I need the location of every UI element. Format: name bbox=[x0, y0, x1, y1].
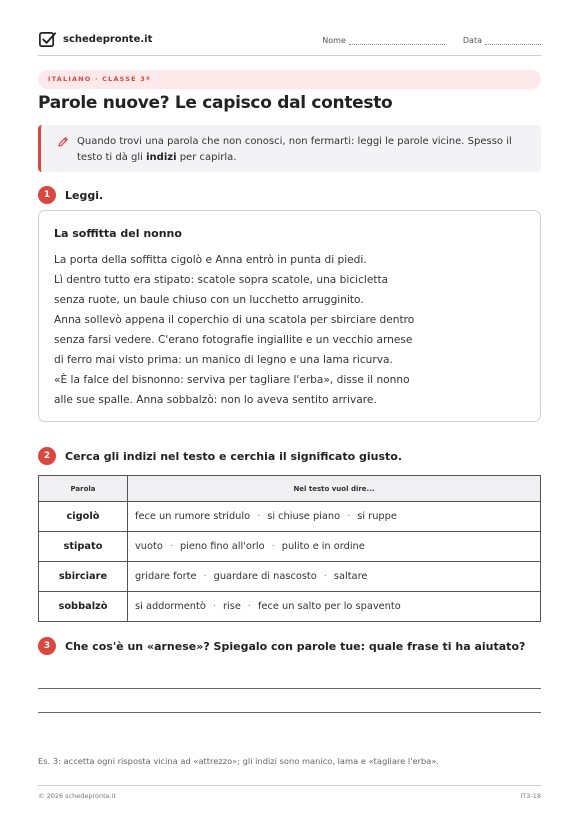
checkbox-logo-icon bbox=[38, 30, 57, 49]
option[interactable]: si addormentò bbox=[135, 601, 206, 612]
reading-line: Anna sollevò appena il coperchio di una scatola per sbirciare dentro bbox=[54, 314, 415, 326]
vocabulary-table bbox=[38, 475, 541, 622]
subject-tag-text: ITALIANO · CLASSE 3ª bbox=[48, 75, 151, 83]
table-header-row bbox=[39, 476, 541, 502]
separator: · bbox=[169, 541, 173, 552]
question-number: 2 bbox=[38, 447, 56, 465]
copyright: © 2026 schedepronte.it bbox=[38, 792, 117, 800]
tip-box bbox=[38, 125, 541, 172]
separator: · bbox=[203, 571, 207, 582]
separator: · bbox=[323, 571, 327, 582]
options-cell bbox=[128, 562, 541, 592]
options-cell bbox=[128, 502, 541, 532]
question-text: Cerca gli indizi nel testo e cerchia il significato giusto. bbox=[65, 449, 403, 463]
reading-title: La soffitta del nonno bbox=[54, 227, 182, 240]
question-text: Leggi. bbox=[65, 188, 104, 202]
reading-line: alle sue spalle. Anna sobbalzò: non lo aveva sentito arrivare. bbox=[54, 394, 377, 406]
options-cell bbox=[128, 532, 541, 562]
option[interactable]: fece un salto per lo spavento bbox=[258, 601, 401, 612]
sheet-code: IT3-18 bbox=[520, 792, 541, 800]
brand-logo bbox=[38, 30, 152, 49]
option[interactable]: rise bbox=[222, 601, 241, 612]
question-1 bbox=[38, 186, 103, 204]
question-2 bbox=[38, 447, 402, 465]
option[interactable]: pieno fino all'orlo bbox=[179, 541, 265, 552]
reading-line: senza farsi vedere. C'erano fotografie ingiallite e un vecchio arnese bbox=[54, 334, 413, 346]
table-row bbox=[39, 502, 541, 532]
page-title: Parole nuove? Le capisco dal contesto bbox=[38, 93, 393, 113]
answer-line[interactable] bbox=[38, 712, 541, 713]
reading-text bbox=[54, 250, 414, 410]
option[interactable]: fece un rumore stridulo bbox=[135, 511, 251, 522]
option[interactable]: si chiuse piano bbox=[267, 511, 341, 522]
date-line[interactable] bbox=[485, 37, 541, 45]
option[interactable]: saltare bbox=[333, 571, 368, 582]
student-fields bbox=[322, 36, 541, 45]
name-field[interactable] bbox=[322, 36, 445, 45]
word-cell: sbirciare bbox=[39, 562, 128, 592]
subject-tag bbox=[38, 70, 541, 89]
date-field[interactable] bbox=[463, 36, 541, 45]
reading-line: Lì dentro tutto era stipato: scatole sopra scatole, una bicicletta bbox=[54, 274, 389, 286]
tip-bold: indizi bbox=[146, 152, 177, 163]
reading-line: La porta della soffitta cigolò e Anna entrò in punta di piedi. bbox=[54, 254, 367, 266]
separator: · bbox=[271, 541, 275, 552]
separator: · bbox=[347, 511, 351, 522]
tip-text: Quando trovi una parola che non conosci, non fermarti: leggi le parole vicine. Spesso il testo ti dà gli indizi per capirla. bbox=[77, 136, 512, 163]
reading-line: «È la falce del bisnonno: serviva per tagliare l'erba», disse il nonno bbox=[54, 374, 410, 386]
pencil-icon bbox=[57, 136, 69, 148]
reading-line: di ferro mai visto prima: un manico di legno e una lama ricurva. bbox=[54, 354, 393, 366]
name-line[interactable] bbox=[349, 37, 445, 45]
option[interactable]: si ruppe bbox=[357, 511, 397, 522]
table-row bbox=[39, 532, 541, 562]
question-number: 3 bbox=[38, 637, 56, 655]
question-text: Che cos'è un «arnese»? Spiegalo con parole tue: quale frase ti ha aiutato? bbox=[65, 639, 526, 653]
word-cell: cigolò bbox=[39, 502, 128, 532]
question-3 bbox=[38, 637, 525, 655]
page-header bbox=[38, 28, 541, 56]
reading-box bbox=[38, 210, 541, 422]
name-label: Nome bbox=[322, 36, 346, 45]
reading-line: senza ruote, un baule chiuso con un lucchetto arrugginito. bbox=[54, 294, 364, 306]
option[interactable]: vuoto bbox=[135, 541, 163, 552]
option[interactable]: pulito e in ordine bbox=[281, 541, 365, 552]
table-row bbox=[39, 562, 541, 592]
separator: · bbox=[247, 601, 251, 612]
option[interactable]: gridare forte bbox=[135, 571, 197, 582]
column-header-meaning: Nel testo vuol dire... bbox=[128, 476, 541, 502]
page-footer bbox=[38, 785, 541, 800]
column-header-word: Parola bbox=[39, 476, 128, 502]
question-number: 1 bbox=[38, 186, 56, 204]
separator: · bbox=[257, 511, 261, 522]
teacher-note: Es. 3: accetta ogni risposta vicina ad «attrezzo»; gli indizi sono manico, lama e «tagliare l'erba». bbox=[38, 756, 440, 766]
date-label: Data bbox=[462, 36, 482, 45]
options-cell bbox=[128, 592, 541, 622]
brand-name: schedepronte.it bbox=[63, 34, 153, 45]
separator: · bbox=[212, 601, 216, 612]
table-row bbox=[39, 592, 541, 622]
word-cell: sobbalzò bbox=[39, 592, 128, 622]
answer-line[interactable] bbox=[38, 688, 541, 689]
option[interactable]: guardare di nascosto bbox=[213, 571, 317, 582]
word-cell: stipato bbox=[39, 532, 128, 562]
